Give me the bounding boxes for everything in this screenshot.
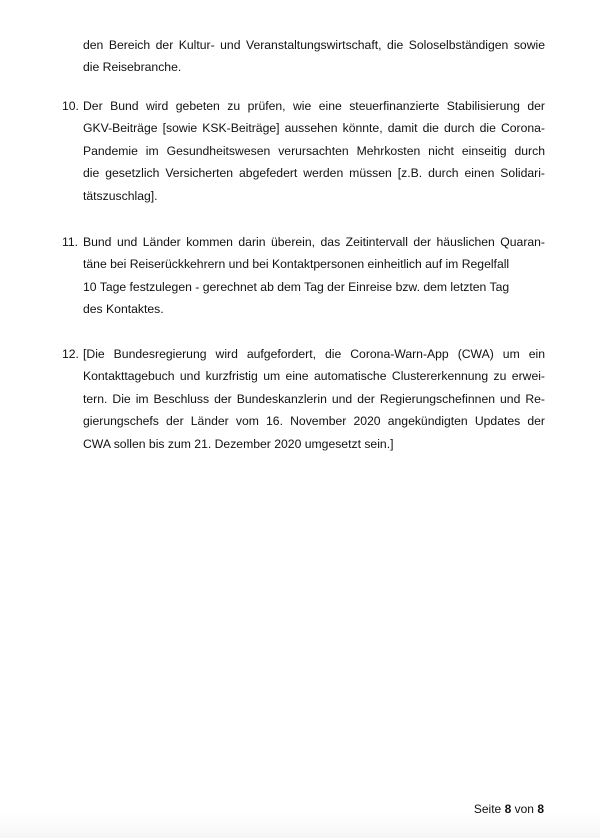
text-line: tätszuschlag]. (83, 188, 158, 203)
list-item-12 (62, 343, 545, 455)
text-line: Pandemie im Gesundheitswesen verursachten Mehrkosten nicht einseitig durch (83, 143, 545, 158)
text-line: Bund und Länder kommen darin überein, das Zeitintervall der häuslichen Quaran- (83, 235, 545, 249)
current-page-number: 8 (504, 802, 512, 816)
list-item-number: 12. (62, 347, 79, 361)
list-item-text (83, 343, 545, 455)
text-line: 10 Tage festzulegen - gerechnet ab dem Tag der Einreise bzw. dem letzten Tag (83, 279, 510, 294)
list-item-11 (62, 231, 545, 321)
total-pages-number: 8 (537, 802, 544, 816)
text-line: Der Bund wird gebeten zu prüfen, wie eine steuerfinanzierte Stabilisierung der (83, 99, 545, 113)
text-line: GKV-Beiträge [sowie KSK-Beiträge] aussehen könnte, damit die durch die Corona- (83, 121, 545, 136)
list-item-10 (62, 95, 545, 207)
text-line: den Bereich der Kultur- und Veranstaltungswirtschaft, die Soloselbständigen sowie (83, 38, 545, 52)
text-line: tern. Die im Beschluss der Bundeskanzlerin und der Regierungschefinnen und Re- (83, 391, 545, 406)
text-line: [Die Bundesregierung wird aufgefordert, die Corona-Warn-App (CWA) um ein (83, 347, 545, 361)
intro-paragraph (83, 34, 545, 79)
text-line: gierungschefs der Länder vom 16. November 2020 angekündigten Updates der (83, 414, 545, 429)
text-line: Kontakttagebuch und kurzfristig um eine automatische Clustererkennung zu erwei- (83, 369, 545, 384)
text-line: die gesetzlich Versicherten abgefedert werden müssen [z.B. durch einen Solidari- (83, 166, 545, 181)
list-item-text (83, 231, 545, 321)
footer-separator: von (514, 802, 534, 816)
text-line: CWA sollen bis zum 21. Dezember 2020 umgesetzt sein.] (83, 436, 394, 451)
page-footer (474, 802, 544, 816)
footer-prefix: Seite (473, 802, 502, 816)
list-item-number: 11. (62, 235, 79, 249)
text-line: die Reisebranche. (83, 60, 182, 75)
list-item-number: 10. (62, 99, 79, 113)
text-line: täne bei Reiserückkehrern und bei Kontaktpersonen einheitlich auf im Regelfall (83, 257, 510, 272)
text-line: des Kontaktes. (83, 302, 164, 317)
list-item-text (83, 95, 545, 207)
